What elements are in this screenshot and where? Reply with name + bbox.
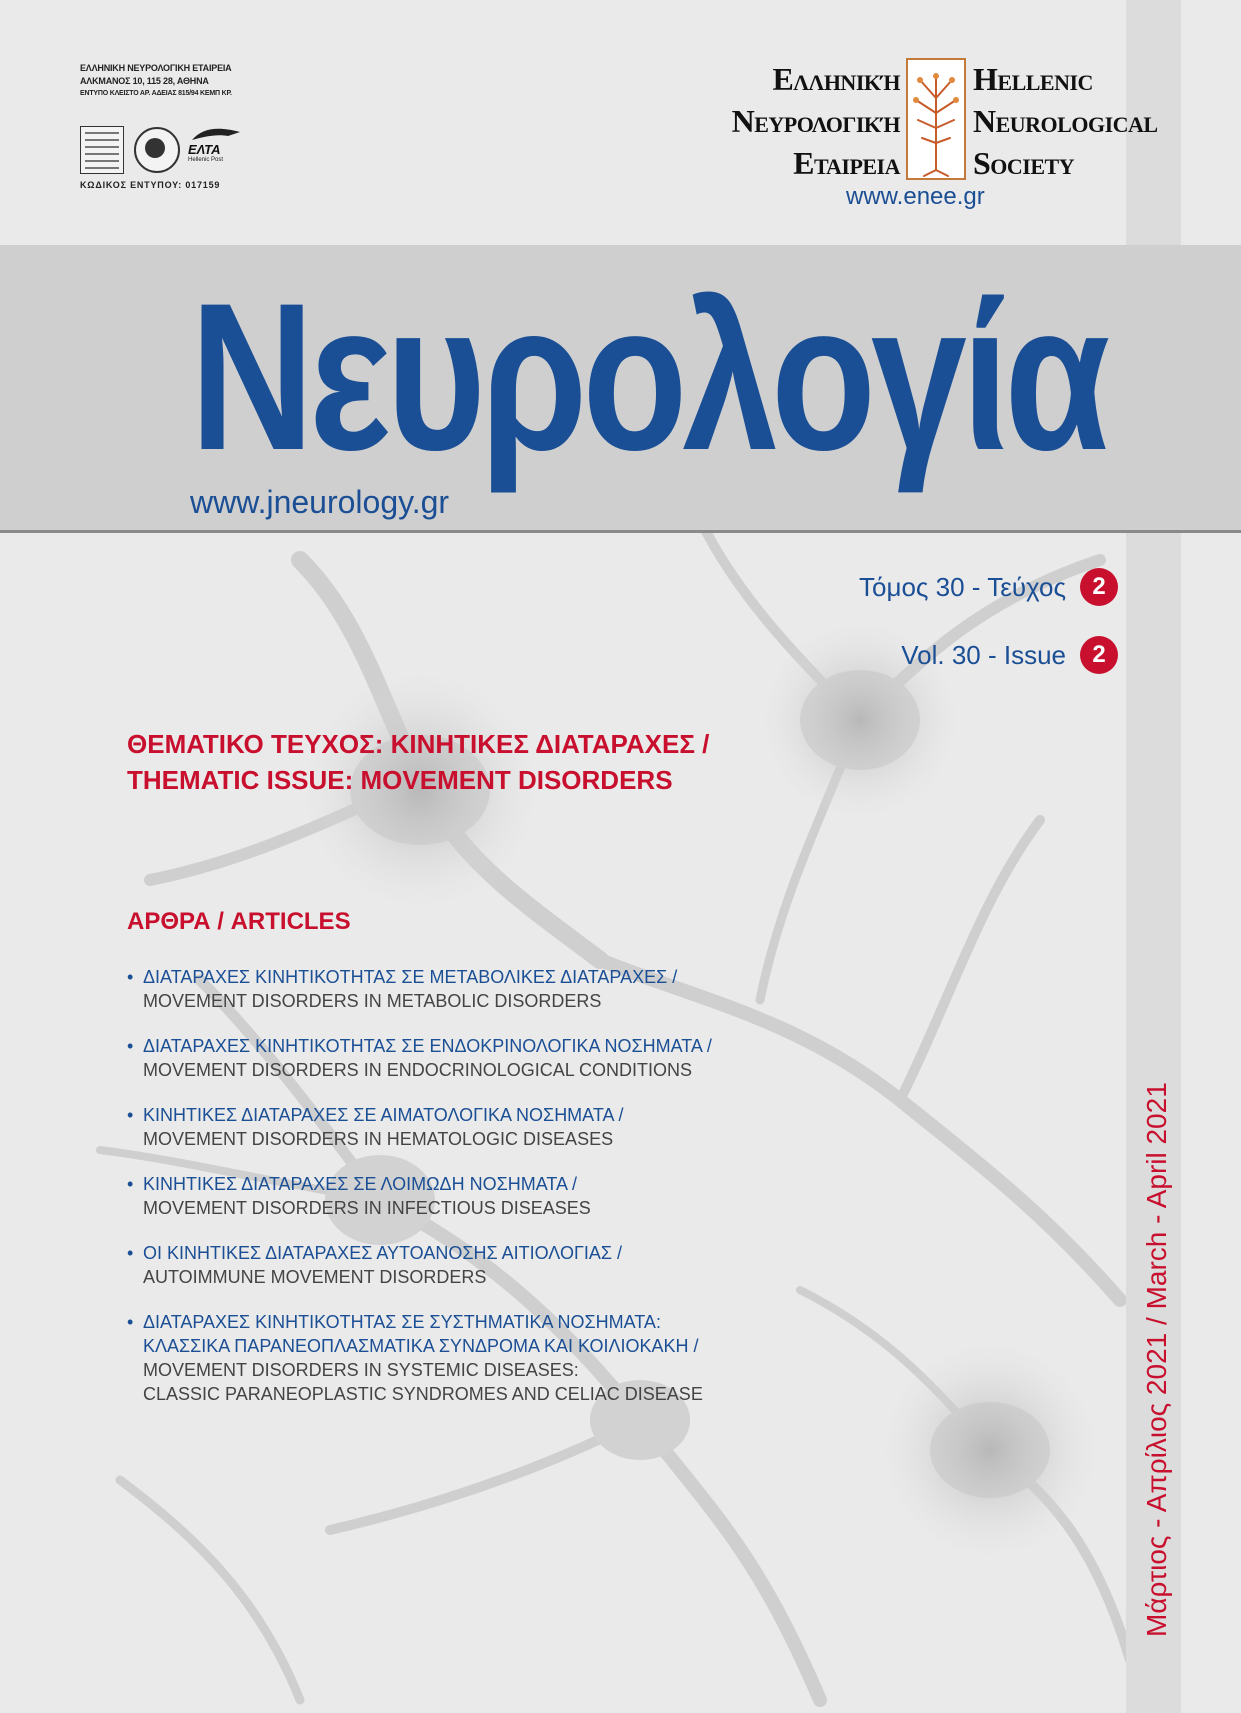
article-item bbox=[127, 1241, 827, 1289]
volume-issue-greek bbox=[859, 568, 1118, 606]
article-item bbox=[127, 1310, 827, 1406]
article-title-english: AUTOIMMUNE MOVEMENT DISORDERS bbox=[143, 1267, 487, 1287]
publisher-line: ΕΝΤΥΠΟ ΚΛΕΙΣΤΟ ΑΡ. ΑΔΕΙΑΣ 815/94 ΚΕΜΠ ΚΡ. bbox=[80, 90, 232, 97]
bullet-icon: • bbox=[127, 1105, 134, 1125]
thematic-title-greek: ΘΕΜΑΤΙΚΟ ΤΕΥΧΟΣ: ΚΙΝΗΤΙΚΕΣ ΔΙΑΤΑΡΑΧΕΣ / bbox=[127, 729, 710, 759]
thematic-title-english: THEMATIC ISSUE: MOVEMENT DISORDERS bbox=[127, 765, 673, 795]
article-item bbox=[127, 1172, 827, 1220]
branching-tree-emblem-icon bbox=[906, 58, 966, 180]
society-name-greek-line: Ελληνική bbox=[772, 61, 900, 97]
bullet-icon: • bbox=[127, 1036, 134, 1056]
article-title-english: MOVEMENT DISORDERS IN METABOLIC DISORDERS bbox=[143, 991, 602, 1011]
publisher-line: ΑΛΚΜΑΝΟΣ 10, 115 28, ΑΘΗΝΑ bbox=[80, 76, 209, 86]
article-title-english: CLASSIC PARANEOPLASTIC SYNDROMES AND CELIAC DISEASE bbox=[143, 1384, 703, 1404]
article-title-english: MOVEMENT DISORDERS IN INFECTIOUS DISEASES bbox=[143, 1198, 591, 1218]
articles-heading: ΑΡΘΡΑ / ARTICLES bbox=[127, 908, 351, 935]
elta-sub-label: Hellenic Post bbox=[188, 157, 224, 163]
elta-label: ΕΛΤΑ bbox=[188, 142, 221, 157]
volume-issue-greek-label: Τόμος 30 - Τεύχος bbox=[858, 571, 1066, 602]
society-name-greek-line: Νευρολογική bbox=[731, 103, 900, 139]
issue-number-badge: 2 bbox=[1080, 568, 1118, 606]
article-title-english: MOVEMENT DISORDERS IN SYSTEMIC DISEASES: bbox=[143, 1360, 579, 1380]
article-item bbox=[127, 965, 827, 1013]
article-item bbox=[127, 1034, 827, 1082]
society-name-english-line: Neurological bbox=[973, 103, 1158, 139]
publisher-address-block bbox=[80, 62, 280, 99]
print-code: ΚΩΔΙΚΟΣ ΕΝΤΥΠΟΥ: 017159 bbox=[80, 180, 221, 190]
bullet-icon: • bbox=[127, 1312, 134, 1332]
bullet-icon: • bbox=[127, 1174, 134, 1194]
society-name-english-line: Hellenic bbox=[973, 61, 1093, 97]
article-title-greek: ΔΙΑΤΑΡΑΧΕΣ ΚΙΝΗΤΙΚΟΤΗΤΑΣ ΣΕ ΣΥΣΤΗΜΑΤΙΚΑ ΝΟΣΗΜΑΤΑ: bbox=[143, 1312, 661, 1332]
volume-issue-english-label: Vol. 30 - Issue bbox=[901, 639, 1066, 670]
certification-seal-icon bbox=[134, 127, 180, 173]
bullet-icon: • bbox=[127, 967, 134, 987]
issue-number-badge: 2 bbox=[1080, 636, 1118, 674]
journal-url-link[interactable]: www.jneurology.gr bbox=[190, 484, 450, 520]
article-title-english: MOVEMENT DISORDERS IN ENDOCRINOLOGICAL CONDITIONS bbox=[143, 1060, 693, 1080]
society-name-greek-line: Εταιρεια bbox=[793, 145, 900, 181]
society-name-english bbox=[973, 58, 1193, 184]
article-title-greek: ΚΛΑΣΣΙΚΑ ΠΑΡΑΝΕΟΠΛΑΣΜΑΤΙΚΑ ΣΥΝΔΡΟΜΑ ΚΑΙ ΚΟΙΛΙΟΚΑΚΗ / bbox=[143, 1336, 699, 1356]
society-name-greek bbox=[700, 58, 900, 184]
issue-date-label: Μάρτιος - Απρίλιος 2021 / March - April 2021 bbox=[1141, 1082, 1172, 1637]
bullet-icon: • bbox=[127, 1243, 134, 1263]
article-title-greek: ΔΙΑΤΑΡΑΧΕΣ ΚΙΝΗΤΙΚΟΤΗΤΑΣ ΣΕ ΕΝΔΟΚΡΙΝΟΛΟΓΙΚΑ ΝΟΣΗΜΑΤΑ / bbox=[143, 1036, 712, 1056]
postal-license-stamp-icon bbox=[80, 126, 124, 174]
journal-title: Νευρολογία bbox=[190, 259, 1106, 495]
society-name-english-line: Society bbox=[973, 145, 1075, 181]
elta-logo bbox=[188, 126, 244, 172]
postal-certification-row bbox=[80, 126, 280, 176]
article-item bbox=[127, 1103, 827, 1151]
article-title-greek: ΟΙ ΚΙΝΗΤΙΚΕΣ ΔΙΑΤΑΡΑΧΕΣ ΑΥΤΟΑΝΟΣΗΣ ΑΙΤΙΟΛΟΓΙΑΣ / bbox=[143, 1243, 622, 1263]
publisher-line: ΕΛΛΗΝΙΚΗ ΝΕΥΡΟΛΟΓΙΚΗ ΕΤΑΙΡΕΙΑ bbox=[80, 63, 232, 73]
article-title-greek: ΔΙΑΤΑΡΑΧΕΣ ΚΙΝΗΤΙΚΟΤΗΤΑΣ ΣΕ ΜΕΤΑΒΟΛΙΚΕΣ ΔΙΑΤΑΡΑΧΕΣ / bbox=[143, 967, 678, 987]
article-title-english: MOVEMENT DISORDERS IN HEMATOLOGIC DISEASES bbox=[143, 1129, 614, 1149]
articles-list bbox=[127, 965, 827, 1427]
thematic-issue-title bbox=[127, 726, 709, 798]
article-title-greek: ΚΙΝΗΤΙΚΕΣ ΔΙΑΤΑΡΑΧΕΣ ΣΕ ΛΟΙΜΩΔΗ ΝΟΣΗΜΑΤΑ / bbox=[143, 1174, 578, 1194]
society-url-link[interactable]: www.enee.gr bbox=[846, 183, 985, 210]
article-title-greek: ΚΙΝΗΤΙΚΕΣ ΔΙΑΤΑΡΑΧΕΣ ΣΕ ΑΙΜΑΤΟΛΟΓΙΚΑ ΝΟΣΗΜΑΤΑ / bbox=[143, 1105, 624, 1125]
volume-issue-english bbox=[901, 636, 1118, 674]
